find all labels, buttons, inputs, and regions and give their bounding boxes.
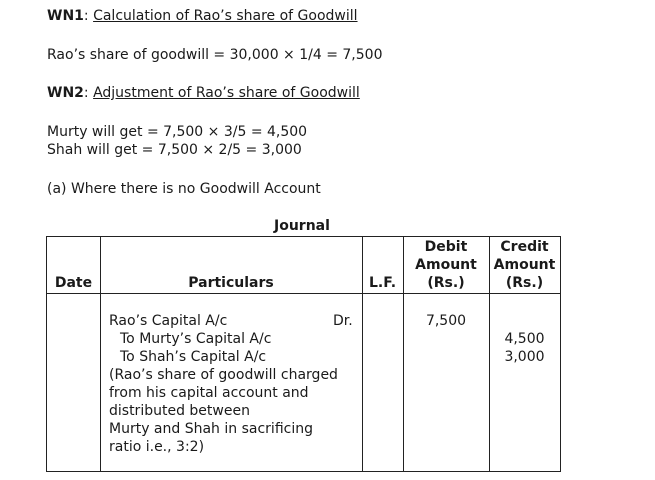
header-date: Date [54,275,93,291]
credit-amount-shah: 3,000 [504,349,545,365]
header-lf: L.F. [368,275,397,291]
wn1-heading [47,7,358,25]
narration-line-3: distributed between [109,403,250,419]
column-rule-date [100,237,101,471]
header-rule [47,293,560,294]
wn2-title: Adjustment of Rao’s share of Goodwill [93,85,360,101]
narration-line-5: ratio i.e., 3:2) [109,439,205,455]
wn2-heading [47,84,360,102]
credit-account-shah: To Shah’s Capital A/c [120,349,267,365]
wn2-shah-line: Shah will get = 7,500 × 2/5 = 3,000 [47,142,302,158]
journal-title: Journal [274,218,330,234]
header-credit-line-3: (Rs.) [505,275,544,291]
wn2-separator: : [83,85,94,101]
debit-amount: 7,500 [425,313,467,329]
narration-line-2: from his capital account and [109,385,309,401]
wn1-label: WN1 [47,8,84,24]
wn2-label: WN2 [47,85,84,101]
journal-table [46,236,561,472]
dr-marker: Dr. [333,313,353,329]
wn1-separator: : [83,8,94,24]
debit-account: Rao’s Capital A/c [109,313,228,329]
case-a-heading: (a) Where there is no Goodwill Account [47,181,321,197]
header-debit [403,238,489,292]
wn2-murty-line: Murty will get = 7,500 × 3/5 = 4,500 [47,124,308,140]
header-particulars: Particulars [188,275,274,291]
narration-line-1: (Rao’s share of goodwill charged [109,367,338,383]
column-rule-particulars [362,237,363,471]
narration-line-4: Murty and Shah in sacrificing [109,421,313,437]
header-credit-line-2: Amount [493,257,556,273]
wn1-calculation: Rao’s share of goodwill = 30,000 × 1/4 = 7,500 [47,47,383,63]
header-credit [489,238,560,292]
wn1-title: Calculation of Rao’s share of Goodwill [93,8,358,24]
header-debit-line-2: Amount [415,257,477,273]
credit-amount-murty: 4,500 [504,331,545,347]
credit-account-murty: To Murty’s Capital A/c [120,331,272,347]
header-credit-line-1: Credit [500,239,549,255]
header-debit-line-1: Debit [424,239,468,255]
header-debit-line-3: (Rs.) [427,275,465,291]
